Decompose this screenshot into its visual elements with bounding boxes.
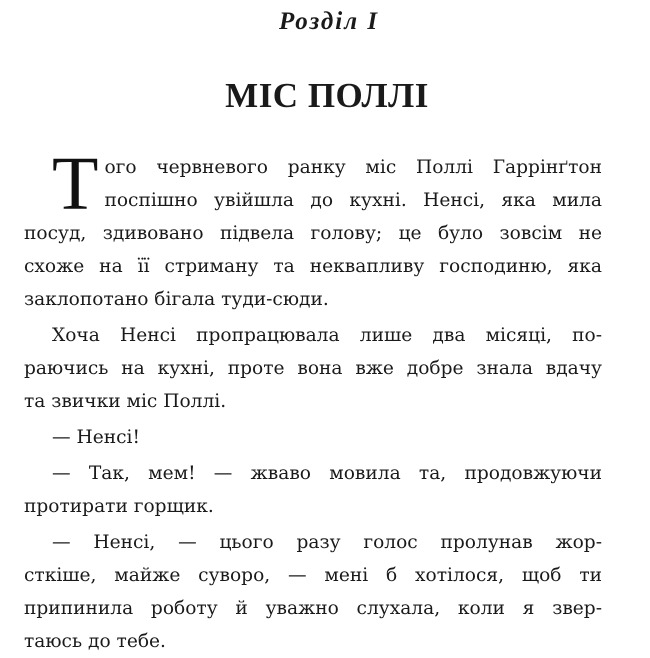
text-line: раючись на кухні, проте вона вже добре знала вдачу bbox=[24, 358, 602, 379]
drop-cap: Т bbox=[52, 142, 99, 226]
chapter-label: Розділ I bbox=[278, 8, 380, 35]
text-line: — Ненсі, — цього разу голос пролунав жор- bbox=[52, 532, 602, 553]
text-line: заклопотано бігала туди-сюди. bbox=[24, 289, 329, 310]
paragraph-4 bbox=[24, 457, 602, 523]
text-line: Хоча Ненсі пропрацювала лише два місяці, по- bbox=[52, 325, 602, 346]
text-line: схоже на її стриману та неквапливу господиню, яка bbox=[24, 256, 602, 277]
chapter-title: МІС ПОЛЛІ bbox=[225, 76, 429, 115]
text-line: посуд, здивовано підвела голову; це було зовсім не bbox=[24, 223, 602, 244]
paragraph-1 bbox=[24, 142, 602, 316]
text-line: поспішно увійшла до кухні. Ненсі, яка мила bbox=[104, 190, 602, 211]
text-line: — Так, мем! — жваво мовила та, продовжуючи bbox=[52, 463, 602, 484]
paragraph-2 bbox=[24, 319, 602, 418]
text-line: протирати горщик. bbox=[24, 496, 214, 517]
paragraph-3 bbox=[24, 421, 602, 454]
text-line: ого червневого ранку міс Поллі Гаррінґтон bbox=[104, 157, 602, 178]
text-line: припинила роботу й уважно слухала, коли я звер- bbox=[24, 598, 602, 619]
text-line: сткіше, майже суворо, — мені б хотілося, щоб ти bbox=[24, 565, 602, 586]
text-line: таюсь до тебе. bbox=[24, 631, 166, 652]
text-body bbox=[24, 142, 602, 658]
paragraph-5 bbox=[24, 526, 602, 658]
text-line: — Ненсі! bbox=[52, 427, 140, 448]
text-line: та звички міс Поллі. bbox=[24, 391, 227, 412]
